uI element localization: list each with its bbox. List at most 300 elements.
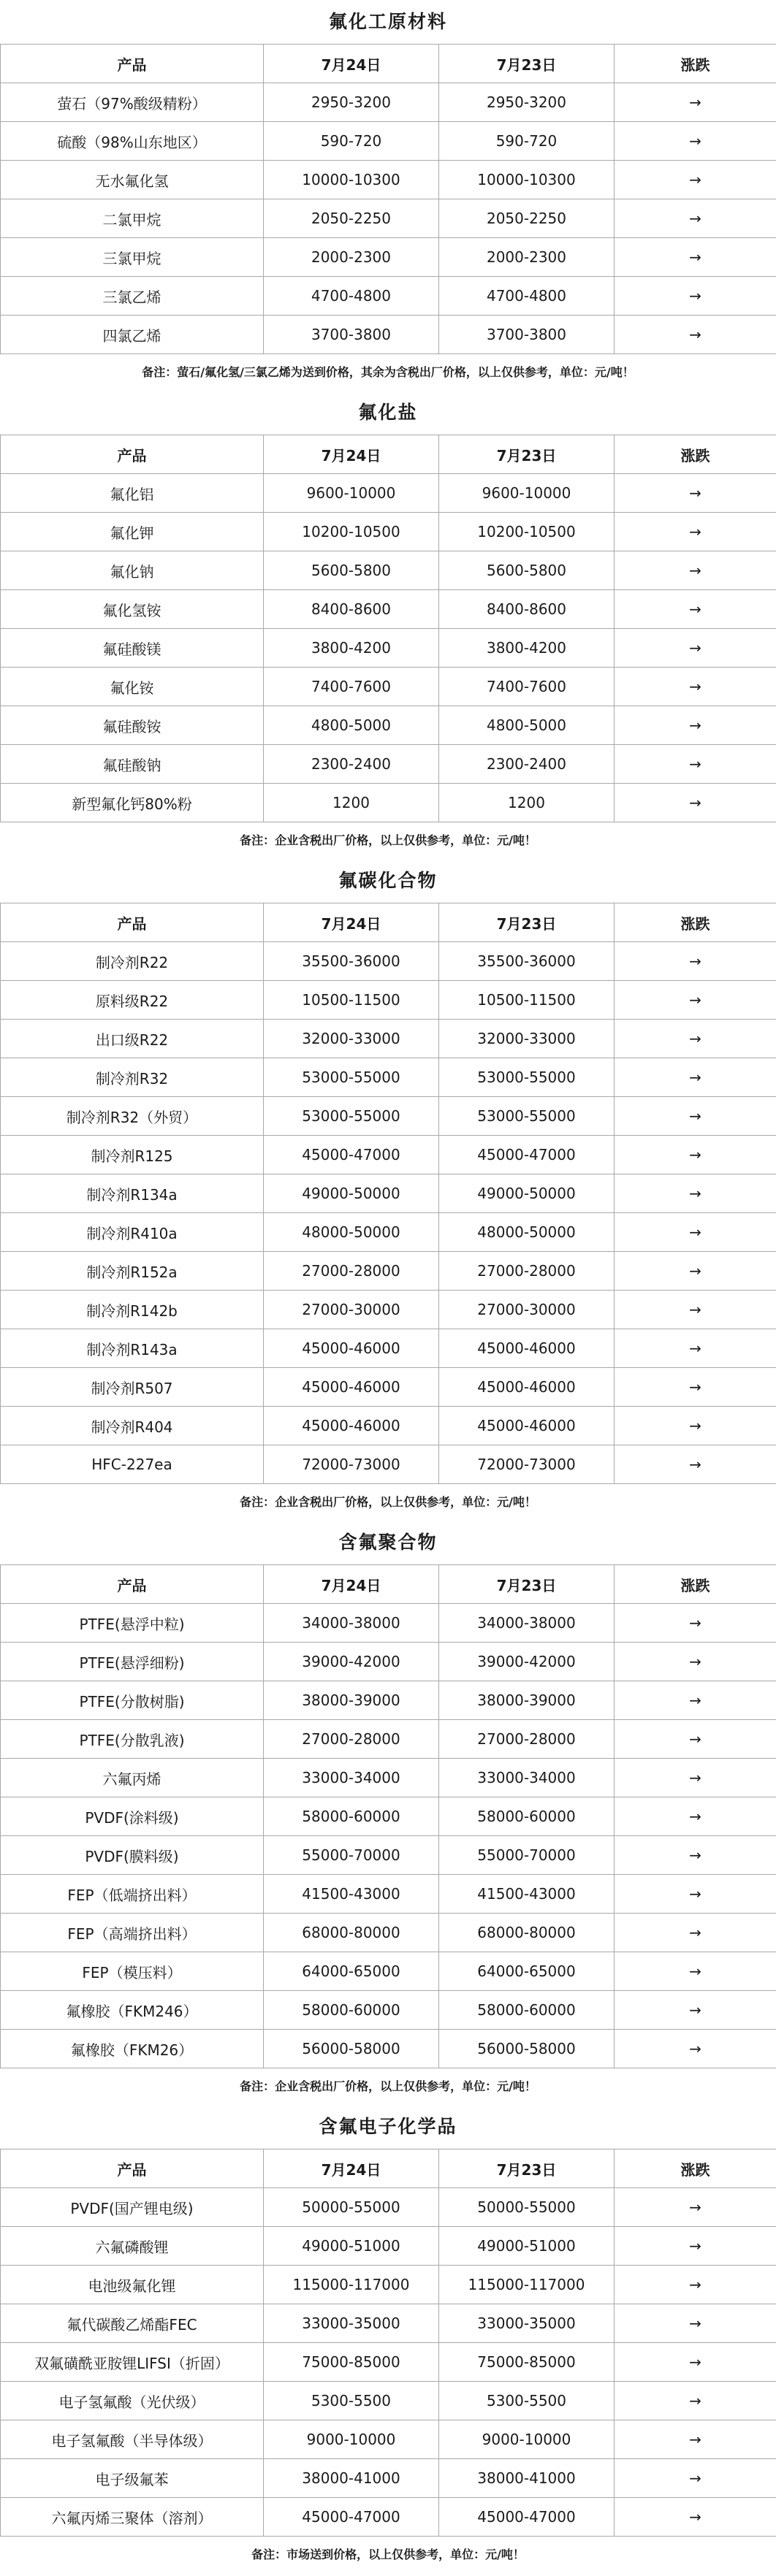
- change-cell: →: [615, 1213, 776, 1252]
- change-cell: →: [615, 1643, 776, 1681]
- product-name-cell: 氟硅酸钠: [1, 745, 264, 784]
- section-note: 备注：市场送到价格，以上仅供参考，单位：元/吨！: [251, 2548, 525, 2561]
- product-name-cell: PVDF(涂料级): [1, 1797, 264, 1836]
- price-today-cell: 34000-38000: [264, 1604, 439, 1643]
- table-row: [1, 1991, 776, 2030]
- change-cell: →: [615, 1291, 776, 1329]
- table-row: [1, 1759, 776, 1797]
- price-today-cell: 9000-10000: [264, 2420, 439, 2459]
- price-yesterday-cell: 2300-2400: [439, 745, 615, 784]
- price-today-cell: 55000-70000: [264, 1836, 439, 1875]
- price-table: [0, 2149, 776, 2537]
- change-cell: →: [615, 83, 776, 122]
- price-today-cell: 2300-2400: [264, 745, 439, 784]
- change-cell: →: [615, 706, 776, 745]
- table-row: [1, 1797, 776, 1836]
- table-row: [1, 1681, 776, 1720]
- product-name-cell: PVDF(膜料级): [1, 1836, 264, 1875]
- price-yesterday-cell: 8400-8600: [439, 590, 615, 629]
- product-name-cell: 电子氢氟酸（半导体级）: [1, 2420, 264, 2459]
- price-yesterday-cell: 590-720: [439, 122, 615, 161]
- table-row: [1, 1097, 776, 1136]
- price-yesterday-cell: 5300-5500: [439, 2382, 615, 2420]
- change-cell: →: [615, 784, 776, 822]
- price-today-cell: 27000-30000: [264, 1291, 439, 1329]
- price-today-cell: 10200-10500: [264, 513, 439, 551]
- product-name-cell: 六氟磷酸锂: [1, 2227, 264, 2266]
- section: [0, 2105, 776, 2573]
- price-yesterday-cell: 55000-70000: [439, 1836, 615, 1875]
- column-header: 涨跌: [615, 903, 776, 942]
- header-row: [1, 435, 776, 474]
- price-yesterday-cell: 38000-41000: [439, 2459, 615, 2498]
- section: [0, 391, 776, 859]
- price-yesterday-cell: 68000-80000: [439, 1914, 615, 1952]
- section-title: 含氟电子化学品: [0, 2105, 776, 2149]
- change-cell: →: [615, 2030, 776, 2068]
- change-cell: →: [615, 1445, 776, 1484]
- price-yesterday-cell: 50000-55000: [439, 2188, 615, 2227]
- price-today-cell: 53000-55000: [264, 1097, 439, 1136]
- price-table: [0, 44, 776, 354]
- price-yesterday-cell: 27000-30000: [439, 1291, 615, 1329]
- price-today-cell: 50000-55000: [264, 2188, 439, 2227]
- table-row: [1, 277, 776, 316]
- price-yesterday-cell: 4800-5000: [439, 706, 615, 745]
- change-cell: →: [615, 1174, 776, 1213]
- price-yesterday-cell: 34000-38000: [439, 1604, 615, 1643]
- table-row: [1, 2459, 776, 2498]
- price-yesterday-cell: 5600-5800: [439, 551, 615, 590]
- product-name-cell: 萤石（97%酸级精粉）: [1, 83, 264, 122]
- change-cell: →: [615, 1952, 776, 1991]
- table-row: [1, 1952, 776, 1991]
- price-today-cell: 4700-4800: [264, 277, 439, 316]
- price-yesterday-cell: 35500-36000: [439, 942, 615, 981]
- price-yesterday-cell: 58000-60000: [439, 1991, 615, 2030]
- price-today-cell: 2950-3200: [264, 83, 439, 122]
- price-today-cell: 45000-46000: [264, 1407, 439, 1445]
- price-today-cell: 58000-60000: [264, 1797, 439, 1836]
- price-yesterday-cell: 1200: [439, 784, 615, 822]
- product-name-cell: 电子氢氟酸（光伏级）: [1, 2382, 264, 2420]
- change-cell: →: [615, 2382, 776, 2420]
- table-row: [1, 1329, 776, 1368]
- column-header: 7月23日: [439, 435, 615, 474]
- price-today-cell: 27000-28000: [264, 1720, 439, 1759]
- price-today-cell: 56000-58000: [264, 2030, 439, 2068]
- table-row: [1, 1836, 776, 1875]
- product-name-cell: HFC-227ea: [1, 1445, 264, 1484]
- product-name-cell: 制冷剂R32: [1, 1058, 264, 1097]
- change-cell: →: [615, 1058, 776, 1097]
- price-yesterday-cell: 3700-3800: [439, 316, 615, 354]
- table-row: [1, 2498, 776, 2537]
- table-row: [1, 161, 776, 199]
- change-cell: →: [615, 122, 776, 161]
- product-name-cell: 六氟丙烯: [1, 1759, 264, 1797]
- table-row: [1, 2188, 776, 2227]
- table-row: [1, 1174, 776, 1213]
- change-cell: →: [615, 981, 776, 1020]
- header-row: [1, 45, 776, 83]
- change-cell: →: [615, 1604, 776, 1643]
- price-yesterday-cell: 49000-50000: [439, 1174, 615, 1213]
- change-cell: →: [615, 1720, 776, 1759]
- price-today-cell: 5600-5800: [264, 551, 439, 590]
- product-name-cell: 氟化钾: [1, 513, 264, 551]
- price-yesterday-cell: 39000-42000: [439, 1643, 615, 1681]
- table-row: [1, 784, 776, 822]
- change-cell: →: [615, 2227, 776, 2266]
- change-cell: →: [615, 551, 776, 590]
- table-row: [1, 590, 776, 629]
- price-yesterday-cell: 10200-10500: [439, 513, 615, 551]
- table-row: [1, 513, 776, 551]
- column-header: 7月23日: [439, 2149, 615, 2188]
- change-cell: →: [615, 277, 776, 316]
- price-today-cell: 49000-51000: [264, 2227, 439, 2266]
- column-header: 7月24日: [264, 903, 439, 942]
- table-row: [1, 1914, 776, 1952]
- change-cell: →: [615, 745, 776, 784]
- product-name-cell: PTFE(分散乳液): [1, 1720, 264, 1759]
- change-cell: →: [615, 1759, 776, 1797]
- change-cell: →: [615, 629, 776, 668]
- price-today-cell: 53000-55000: [264, 1058, 439, 1097]
- price-table: [0, 435, 776, 822]
- price-today-cell: 45000-46000: [264, 1368, 439, 1407]
- table-row: [1, 238, 776, 277]
- table-row: [1, 1604, 776, 1643]
- table-row: [1, 2030, 776, 2068]
- product-name-cell: PVDF(国产锂电级): [1, 2188, 264, 2227]
- change-cell: →: [615, 2266, 776, 2304]
- price-yesterday-cell: 45000-47000: [439, 1136, 615, 1174]
- price-today-cell: 33000-34000: [264, 1759, 439, 1797]
- table-row: [1, 1875, 776, 1914]
- product-name-cell: 二氯甲烷: [1, 199, 264, 238]
- product-name-cell: 制冷剂R134a: [1, 1174, 264, 1213]
- product-name-cell: 氟硅酸镁: [1, 629, 264, 668]
- price-table: [0, 903, 776, 1484]
- price-yesterday-cell: 10500-11500: [439, 981, 615, 1020]
- table-row: [1, 83, 776, 122]
- product-name-cell: 氟化钠: [1, 551, 264, 590]
- product-name-cell: 六氟丙烯三聚体（溶剂）: [1, 2498, 264, 2537]
- change-cell: →: [615, 2420, 776, 2459]
- column-header: 产品: [1, 2149, 264, 2188]
- product-name-cell: 双氟磺酰亚胺锂LIFSI（折固）: [1, 2343, 264, 2382]
- product-name-cell: 制冷剂R507: [1, 1368, 264, 1407]
- price-table: [0, 1564, 776, 2068]
- table-row: [1, 745, 776, 784]
- product-name-cell: 制冷剂R125: [1, 1136, 264, 1174]
- price-today-cell: 27000-28000: [264, 1252, 439, 1291]
- change-cell: →: [615, 161, 776, 199]
- product-name-cell: 制冷剂R404: [1, 1407, 264, 1445]
- price-yesterday-cell: 33000-35000: [439, 2304, 615, 2343]
- change-cell: →: [615, 1914, 776, 1952]
- price-yesterday-cell: 33000-34000: [439, 1759, 615, 1797]
- product-name-cell: 制冷剂R410a: [1, 1213, 264, 1252]
- product-name-cell: 制冷剂R32（外贸）: [1, 1097, 264, 1136]
- change-cell: →: [615, 2188, 776, 2227]
- table-row: [1, 2227, 776, 2266]
- change-cell: →: [615, 1797, 776, 1836]
- price-yesterday-cell: 45000-47000: [439, 2498, 615, 2537]
- price-today-cell: 4800-5000: [264, 706, 439, 745]
- product-name-cell: 原料级R22: [1, 981, 264, 1020]
- product-name-cell: 氟化铝: [1, 474, 264, 513]
- change-cell: →: [615, 1991, 776, 2030]
- column-header: 产品: [1, 903, 264, 942]
- price-yesterday-cell: 7400-7600: [439, 668, 615, 706]
- column-header: 7月23日: [439, 1565, 615, 1604]
- price-yesterday-cell: 3800-4200: [439, 629, 615, 668]
- column-header: 产品: [1, 1565, 264, 1604]
- table-row: [1, 551, 776, 590]
- price-yesterday-cell: 53000-55000: [439, 1097, 615, 1136]
- table-row: [1, 629, 776, 668]
- header-row: [1, 903, 776, 942]
- table-row: [1, 1368, 776, 1407]
- table-row: [1, 2382, 776, 2420]
- product-name-cell: 制冷剂R22: [1, 942, 264, 981]
- price-today-cell: 72000-73000: [264, 1445, 439, 1484]
- change-cell: →: [615, 2459, 776, 2498]
- price-yesterday-cell: 72000-73000: [439, 1445, 615, 1484]
- product-name-cell: 电池级氟化锂: [1, 2266, 264, 2304]
- price-today-cell: 68000-80000: [264, 1914, 439, 1952]
- price-yesterday-cell: 45000-46000: [439, 1329, 615, 1368]
- table-row: [1, 668, 776, 706]
- product-name-cell: 四氯乙烯: [1, 316, 264, 354]
- table-row: [1, 1213, 776, 1252]
- product-name-cell: 氟硅酸铵: [1, 706, 264, 745]
- product-name-cell: 氟代碳酸乙烯酯FEC: [1, 2304, 264, 2343]
- table-row: [1, 2343, 776, 2382]
- price-today-cell: 45000-47000: [264, 1136, 439, 1174]
- change-cell: →: [615, 1875, 776, 1914]
- price-yesterday-cell: 32000-33000: [439, 1020, 615, 1058]
- price-yesterday-cell: 9000-10000: [439, 2420, 615, 2459]
- column-header: 7月23日: [439, 903, 615, 942]
- product-name-cell: 氟橡胶（FKM246）: [1, 1991, 264, 2030]
- change-cell: →: [615, 316, 776, 354]
- price-yesterday-cell: 53000-55000: [439, 1058, 615, 1097]
- table-row: [1, 706, 776, 745]
- change-cell: →: [615, 942, 776, 981]
- change-cell: →: [615, 513, 776, 551]
- product-name-cell: 氟化氢铵: [1, 590, 264, 629]
- price-yesterday-cell: 10000-10300: [439, 161, 615, 199]
- price-today-cell: 45000-47000: [264, 2498, 439, 2537]
- change-cell: →: [615, 2343, 776, 2382]
- section-note: 备注：萤石/氟化氢/三氯乙烯为送到价格，其余为含税出厂价格，以上仅供参考，单位：元/吨！: [142, 365, 634, 379]
- table-row: [1, 1058, 776, 1097]
- change-cell: →: [615, 1136, 776, 1174]
- table-row: [1, 316, 776, 354]
- product-name-cell: 氟化铵: [1, 668, 264, 706]
- price-today-cell: 32000-33000: [264, 1020, 439, 1058]
- price-today-cell: 3700-3800: [264, 316, 439, 354]
- header-row: [1, 1565, 776, 1604]
- product-name-cell: FEP（高端挤出料）: [1, 1914, 264, 1952]
- column-header: 7月24日: [264, 435, 439, 474]
- section: [0, 859, 776, 1521]
- change-cell: →: [615, 474, 776, 513]
- price-today-cell: 41500-43000: [264, 1875, 439, 1914]
- product-name-cell: 制冷剂R143a: [1, 1329, 264, 1368]
- price-today-cell: 1200: [264, 784, 439, 822]
- section-title: 含氟聚合物: [0, 1521, 776, 1564]
- price-yesterday-cell: 38000-39000: [439, 1681, 615, 1720]
- price-today-cell: 3800-4200: [264, 629, 439, 668]
- column-header: 产品: [1, 435, 264, 474]
- price-today-cell: 38000-39000: [264, 1681, 439, 1720]
- change-cell: →: [615, 1836, 776, 1875]
- price-today-cell: 45000-46000: [264, 1329, 439, 1368]
- price-today-cell: 2000-2300: [264, 238, 439, 277]
- price-yesterday-cell: 64000-65000: [439, 1952, 615, 1991]
- price-yesterday-cell: 2000-2300: [439, 238, 615, 277]
- change-cell: →: [615, 1407, 776, 1445]
- price-yesterday-cell: 2950-3200: [439, 83, 615, 122]
- table-row: [1, 1252, 776, 1291]
- column-header: 7月24日: [264, 45, 439, 83]
- column-header: 7月24日: [264, 1565, 439, 1604]
- column-header: 产品: [1, 45, 264, 83]
- price-today-cell: 58000-60000: [264, 1991, 439, 2030]
- column-header: 涨跌: [615, 435, 776, 474]
- price-yesterday-cell: 45000-46000: [439, 1368, 615, 1407]
- price-yesterday-cell: 115000-117000: [439, 2266, 615, 2304]
- price-today-cell: 9600-10000: [264, 474, 439, 513]
- column-header: 涨跌: [615, 1565, 776, 1604]
- price-yesterday-cell: 45000-46000: [439, 1407, 615, 1445]
- product-name-cell: 无水氟化氢: [1, 161, 264, 199]
- section-title: 氟化盐: [0, 391, 776, 435]
- price-today-cell: 7400-7600: [264, 668, 439, 706]
- table-row: [1, 1020, 776, 1058]
- section-note: 备注：企业含税出厂价格，以上仅供参考，单位：元/吨！: [240, 2079, 536, 2093]
- table-row: [1, 2266, 776, 2304]
- price-today-cell: 64000-65000: [264, 1952, 439, 1991]
- change-cell: →: [615, 199, 776, 238]
- column-header: 7月24日: [264, 2149, 439, 2188]
- table-row: [1, 1720, 776, 1759]
- price-today-cell: 590-720: [264, 122, 439, 161]
- table-row: [1, 199, 776, 238]
- change-cell: →: [615, 2304, 776, 2343]
- section: [0, 1521, 776, 2105]
- price-today-cell: 48000-50000: [264, 1213, 439, 1252]
- price-today-cell: 10000-10300: [264, 161, 439, 199]
- price-yesterday-cell: 56000-58000: [439, 2030, 615, 2068]
- product-name-cell: 制冷剂R142b: [1, 1291, 264, 1329]
- price-today-cell: 49000-50000: [264, 1174, 439, 1213]
- column-header: 涨跌: [615, 2149, 776, 2188]
- product-name-cell: PTFE(悬浮细粉): [1, 1643, 264, 1681]
- price-today-cell: 33000-35000: [264, 2304, 439, 2343]
- product-name-cell: FEP（模压料）: [1, 1952, 264, 1991]
- header-row: [1, 2149, 776, 2188]
- change-cell: →: [615, 1368, 776, 1407]
- table-row: [1, 122, 776, 161]
- product-name-cell: 出口级R22: [1, 1020, 264, 1058]
- table-row: [1, 2420, 776, 2459]
- price-yesterday-cell: 9600-10000: [439, 474, 615, 513]
- price-today-cell: 8400-8600: [264, 590, 439, 629]
- price-yesterday-cell: 58000-60000: [439, 1797, 615, 1836]
- product-name-cell: PTFE(悬浮中粒): [1, 1604, 264, 1643]
- section-title: 氟碳化合物: [0, 859, 776, 903]
- table-row: [1, 1291, 776, 1329]
- change-cell: →: [615, 1329, 776, 1368]
- product-name-cell: 氟橡胶（FKM26）: [1, 2030, 264, 2068]
- table-row: [1, 981, 776, 1020]
- product-name-cell: 三氯甲烷: [1, 238, 264, 277]
- price-today-cell: 115000-117000: [264, 2266, 439, 2304]
- section-note: 备注：企业含税出厂价格，以上仅供参考，单位：元/吨！: [240, 833, 536, 847]
- section-title: 氟化工原材料: [0, 0, 776, 44]
- product-name-cell: 电子级氟苯: [1, 2459, 264, 2498]
- price-today-cell: 2050-2250: [264, 199, 439, 238]
- price-yesterday-cell: 27000-28000: [439, 1252, 615, 1291]
- product-name-cell: 新型氟化钙80%粉: [1, 784, 264, 822]
- section: [0, 0, 776, 391]
- price-yesterday-cell: 4700-4800: [439, 277, 615, 316]
- price-today-cell: 10500-11500: [264, 981, 439, 1020]
- price-yesterday-cell: 48000-50000: [439, 1213, 615, 1252]
- change-cell: →: [615, 1097, 776, 1136]
- table-row: [1, 1445, 776, 1484]
- price-yesterday-cell: 2050-2250: [439, 199, 615, 238]
- table-row: [1, 1407, 776, 1445]
- price-yesterday-cell: 75000-85000: [439, 2343, 615, 2382]
- change-cell: →: [615, 668, 776, 706]
- price-yesterday-cell: 49000-51000: [439, 2227, 615, 2266]
- product-name-cell: PTFE(分散树脂): [1, 1681, 264, 1720]
- change-cell: →: [615, 1020, 776, 1058]
- product-name-cell: 制冷剂R152a: [1, 1252, 264, 1291]
- column-header: 7月23日: [439, 45, 615, 83]
- product-name-cell: FEP（低端挤出料）: [1, 1875, 264, 1914]
- table-row: [1, 2304, 776, 2343]
- price-yesterday-cell: 41500-43000: [439, 1875, 615, 1914]
- change-cell: →: [615, 590, 776, 629]
- change-cell: →: [615, 2498, 776, 2537]
- price-yesterday-cell: 27000-28000: [439, 1720, 615, 1759]
- table-row: [1, 474, 776, 513]
- column-header: 涨跌: [615, 45, 776, 83]
- product-name-cell: 三氯乙烯: [1, 277, 264, 316]
- price-today-cell: 5300-5500: [264, 2382, 439, 2420]
- product-name-cell: 硫酸（98%山东地区）: [1, 122, 264, 161]
- table-row: [1, 1643, 776, 1681]
- change-cell: →: [615, 238, 776, 277]
- price-today-cell: 38000-41000: [264, 2459, 439, 2498]
- section-note: 备注：企业含税出厂价格，以上仅供参考，单位：元/吨！: [240, 1495, 536, 1509]
- table-row: [1, 1136, 776, 1174]
- price-today-cell: 75000-85000: [264, 2343, 439, 2382]
- table-row: [1, 942, 776, 981]
- change-cell: →: [615, 1681, 776, 1720]
- price-today-cell: 35500-36000: [264, 942, 439, 981]
- price-today-cell: 39000-42000: [264, 1643, 439, 1681]
- change-cell: →: [615, 1252, 776, 1291]
